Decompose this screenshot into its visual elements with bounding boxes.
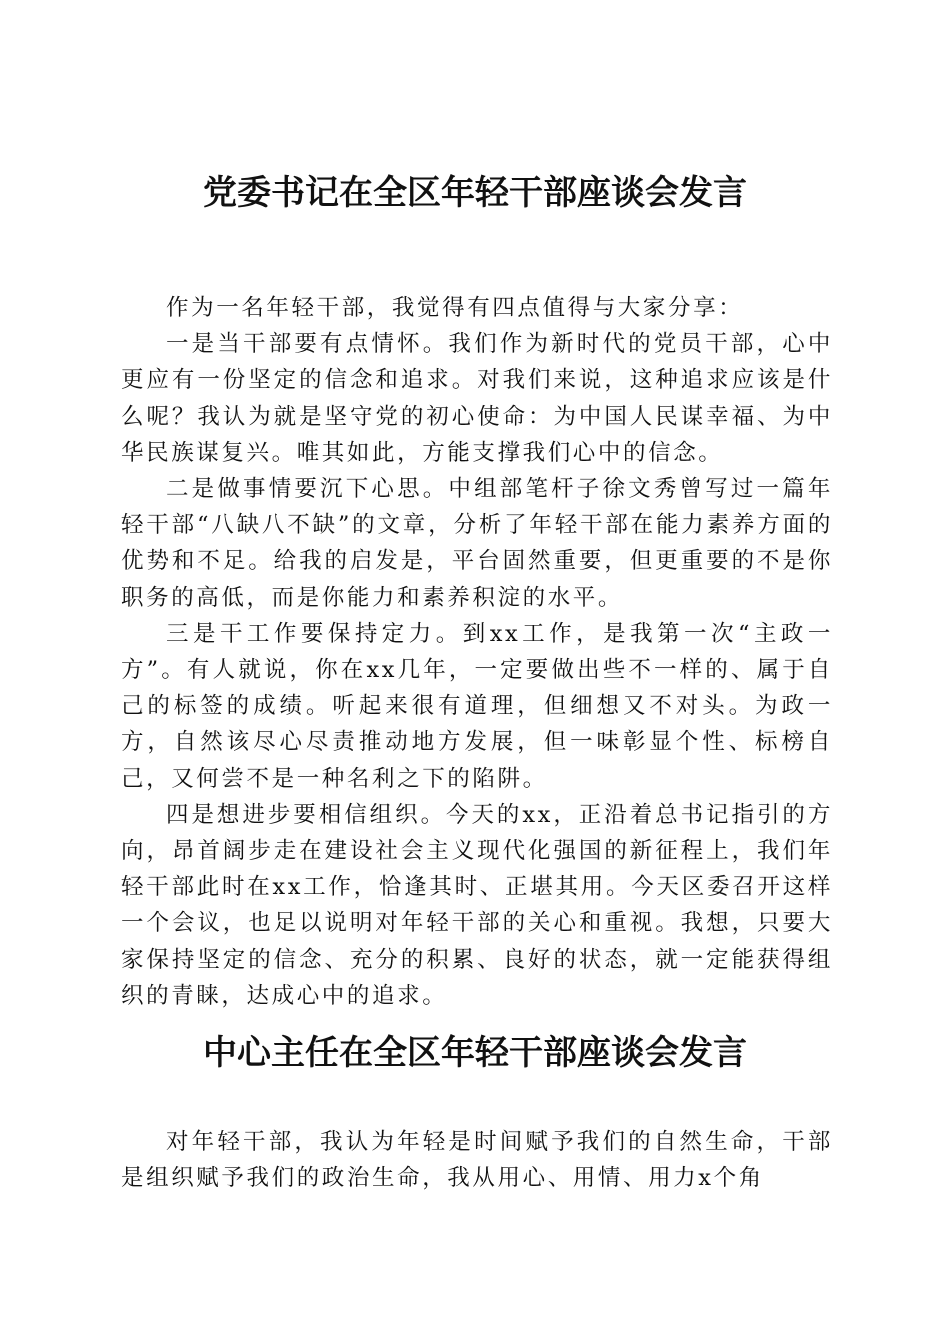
speech-title-2: 中心主任在全区年轻干部座谈会发言	[203, 1033, 747, 1073]
paragraph-opening: 对年轻干部，我认为年轻是时间赋予我们的自然生命，干部是组织赋予我们的政治生命，我从用心、用情、用力x个角	[121, 1129, 833, 1192]
paragraph-point-1: 一是当干部要有点情怀。我们作为新时代的党员干部，心中更应有一份坚定的信念和追求。对我们来说，这种追求应该是什么呢？我认为就是坚守党的初心使命：为中国人民谋幸福、为中华民族谋复兴。唯其如此，方能支撑我们心中的信念。	[121, 331, 833, 466]
paragraph-point-2: 二是做事情要沉下心思。中组部笔杆子徐文秀曾写过一篇年轻干部“八缺八不缺”的文章，分析了年轻干部在能力素养方面的优势和不足。给我的启发是，平台固然重要，但更重要的不是你职务的高低，而是你能力和素养积淀的水平。	[121, 476, 833, 611]
paragraph-intro: 作为一名年轻干部，我觉得有四点值得与大家分享：	[166, 295, 744, 321]
paragraph-point-3: 三是干工作要保持定力。到xx工作，是我第一次“主政一方”。有人就说，你在xx几年，一定要做出些不一样的、属于自己的标签的成绩。听起来很有道理，但细想又不对头。为政一方，自然该尽心尽责推动地方发展，但一味彰显个性、标榜自己，又何尝不是一种名利之下的陷阱。	[121, 620, 833, 792]
speech-title-1: 党委书记在全区年轻干部座谈会发言	[203, 173, 747, 213]
speech-body-2	[121, 1124, 833, 1196]
speech-body-1	[121, 290, 833, 1014]
paragraph-point-4: 四是想进步要相信组织。今天的xx，正沿着总书记指引的方向，昂首阔步走在建设社会主义现代化强国的新征程上，我们年轻干部此时在xx工作，恰逢其时、正堪其用。今天区委召开这样一个会议，也足以说明对年轻干部的关心和重视。我想，只要大家保持坚定的信念、充分的积累、良好的状态，就一定能获得组织的青睐，达成心中的追求。	[121, 801, 833, 1009]
